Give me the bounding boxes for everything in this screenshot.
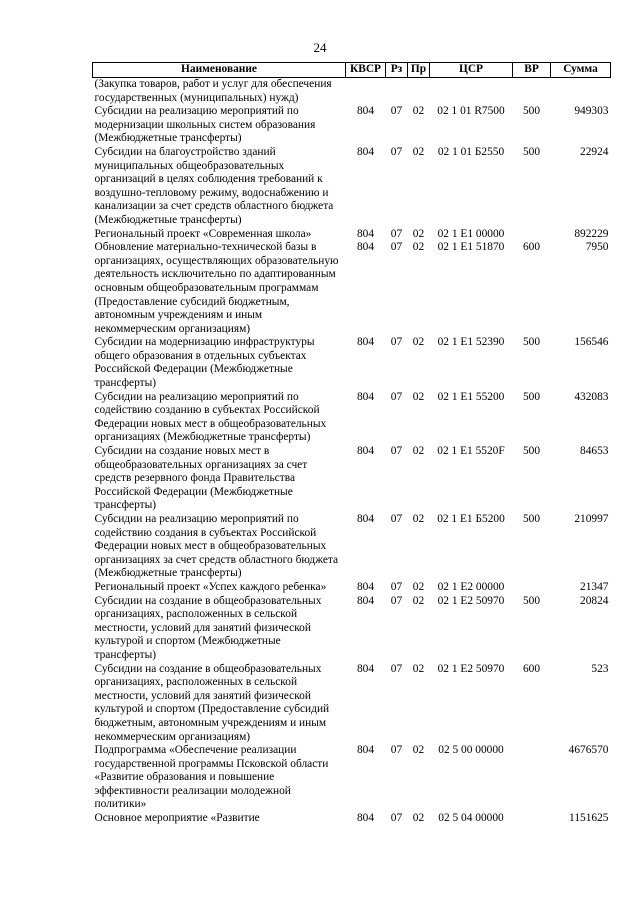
cell-pr: 02 [412,744,425,757]
cell-name: Субсидии на реализацию мероприятий по модернизации школьных систем образования (Межбюджетные трансферты) [94,105,316,145]
cell-rz: 07 [390,513,403,525]
cell-pr: 02 [412,145,425,158]
cell-vr [513,744,551,812]
cell-sum: 20824 [580,594,609,607]
cell-pr: 02 [412,445,425,458]
budget-table-container [92,62,610,826]
cell-name: Субсидии на создание в общеобразовательных организациях, расположенных в сельской местности, условий для занятий физической культурой и спортом (Межбюджетные трансферты) [94,594,322,661]
cell-pr: 02 [412,662,425,675]
table-row [93,241,611,336]
cell-kvsr: 804 [356,390,375,403]
cell-kvsr: 804 [356,580,375,593]
header-csr: ЦСР [430,63,513,78]
page-number: 24 [313,40,327,55]
cell-sum: 210997 [574,513,609,525]
cell-sum: 949303 [574,105,609,118]
cell-name: Субсидии на реализацию мероприятий по содействию создания в субъектах Российской Федерации новых мест в общеобразовательных организациях за счет средств областного бюджета (Межбюджетные трансферты) [94,513,339,580]
cell-rz: 07 [390,227,403,240]
table-body [93,78,611,826]
table-row [93,78,611,106]
cell-pr: 02 [412,594,425,607]
cell-csr: 02 1 E2 00000 [437,580,505,593]
cell-sum [551,78,611,106]
cell-csr: 02 5 00 00000 [438,744,504,757]
cell-sum: 22924 [580,145,609,158]
cell-kvsr: 804 [356,812,375,825]
cell-pr: 02 [412,336,425,349]
cell-pr: 02 [412,390,425,403]
cell-sum: 7950 [585,241,609,254]
cell-sum: 432083 [574,390,609,403]
cell-vr [513,581,551,595]
cell-vr [513,812,551,826]
cell-name: Субсидии на модернизацию инфраструктуры общего образования в отдельных субъектах Российской Федерации (Межбюджетные трансферты) [94,336,315,390]
cell-kvsr: 804 [356,445,375,458]
cell-kvsr: 804 [356,662,375,675]
table-row [93,663,611,745]
cell-rz: 07 [390,580,403,593]
table-row [93,812,611,826]
cell-csr: 02 1 E1 51870 [437,241,505,254]
cell-name: Подпрограмма «Обеспечение реализации государственной программы Псковской области «Развитие образования и повышение эффективности реализации молодежной политики» [94,744,329,811]
cell-csr: 02 5 04 00000 [438,812,504,825]
header-kvsr: КВСР [346,63,386,78]
cell-csr: 02 1 E1 Б5200 [437,513,505,525]
cell-vr: 500 [522,445,541,458]
cell-csr: 02 1 E1 52390 [437,336,505,349]
budget-table [92,62,611,826]
header-rz: Рз [386,63,408,78]
table-header-row [93,63,611,78]
table-row [93,744,611,812]
cell-rz: 07 [390,336,403,349]
cell-csr: 02 1 E2 50970 [437,662,505,675]
cell-name: Субсидии на реализацию мероприятий по содействию созданию в субъектах Российской Федерации новых мест в общеобразовательных организациях (Межбюджетные трансферты) [94,390,327,444]
table-row [93,445,611,513]
table-row [93,595,611,663]
cell-vr [513,228,551,242]
cell-rz: 07 [390,390,403,403]
cell-rz [386,78,408,106]
cell-csr: 02 1 E2 50970 [437,594,505,607]
cell-pr: 02 [412,241,425,254]
cell-sum: 1151625 [569,812,609,825]
cell-name: (Закупка товаров, работ и услуг для обеспечения государственных (муниципальных) нужд) [94,78,332,104]
cell-vr: 600 [522,241,541,254]
header-vr: ВР [513,63,551,78]
cell-rz: 07 [390,145,403,158]
cell-csr: 02 1 E1 55200 [437,390,505,403]
cell-name: Субсидии на благоустройство зданий муниципальных общеобразовательных организаций в целях соблюдения требований к воздушно-тепловому режиму, водоснабжению и канализации за счет средств областного бюджета (Межбюджетные трансферты) [94,145,334,226]
cell-rz: 07 [390,105,403,118]
cell-vr: 500 [522,336,541,349]
cell-vr [513,78,551,106]
cell-name: Основное мероприятие «Развитие [94,812,260,825]
cell-csr: 02 1 E1 5520F [437,445,505,458]
header-sum: Сумма [551,63,611,78]
table-row [93,336,611,390]
header-pr: Пр [408,63,430,78]
header-name: Наименование [93,63,346,78]
cell-vr: 500 [522,105,541,118]
table-row [93,513,611,581]
cell-sum: 892229 [574,227,609,240]
cell-pr: 02 [412,513,425,525]
cell-csr: 02 1 E1 00000 [437,227,505,240]
cell-kvsr: 804 [356,145,375,158]
table-row [93,391,611,445]
table-row [93,105,611,146]
cell-vr: 500 [522,390,541,403]
cell-csr: 02 1 01 R7500 [437,105,505,118]
cell-pr: 02 [412,812,425,825]
cell-sum: 523 [591,662,609,675]
cell-kvsr: 804 [356,241,375,254]
cell-vr: 500 [522,513,541,525]
cell-name: Региональный проект «Современная школа» [94,227,312,240]
cell-vr: 600 [522,662,541,675]
cell-pr: 02 [412,105,425,118]
table-row [93,228,611,242]
cell-sum: 21347 [580,580,609,593]
cell-rz: 07 [390,812,403,825]
cell-name: Субсидии на создание в общеобразовательных организациях, расположенных в сельской местности, условий для занятий физической культурой и спортом (Предоставление субсидий бюджетным, автономным учреждениям и иным некоммерческим организациям) [94,662,330,743]
cell-pr: 02 [412,227,425,240]
cell-rz: 07 [390,241,403,254]
cell-kvsr: 804 [356,594,375,607]
table-row [93,146,611,228]
cell-vr: 500 [522,145,541,158]
cell-sum: 4676570 [568,744,609,757]
cell-kvsr: 804 [356,513,375,525]
cell-kvsr: 804 [356,227,375,240]
cell-csr: 02 1 01 Б2550 [437,145,505,158]
cell-sum: 156546 [574,336,609,349]
cell-kvsr: 804 [356,744,375,757]
cell-sum: 84653 [580,445,609,458]
cell-csr [430,78,513,106]
cell-name: Обновление материально-технической базы в организациях, осуществляющих образовательную деятельность исключительно по адаптированным основным общеобразовательным программам (Предоставление субсидий бюджетным, автономным учреждениям и иным некоммерческим организациям) [94,241,339,335]
cell-name: Субсидии на создание новых мест в общеобразовательных организациях за счет средств резервного фонда Правительства Российской Федерации (Межбюджетные трансферты) [94,445,308,512]
cell-pr [408,78,430,106]
cell-rz: 07 [390,594,403,607]
cell-name: Региональный проект «Успех каждого ребенка» [94,580,327,593]
cell-rz: 07 [390,744,403,757]
cell-vr: 500 [522,594,541,607]
cell-kvsr [346,78,386,106]
table-row [93,581,611,595]
cell-pr: 02 [412,580,425,593]
cell-kvsr: 804 [356,336,375,349]
cell-rz: 07 [390,662,403,675]
cell-rz: 07 [390,445,403,458]
cell-kvsr: 804 [356,105,375,118]
